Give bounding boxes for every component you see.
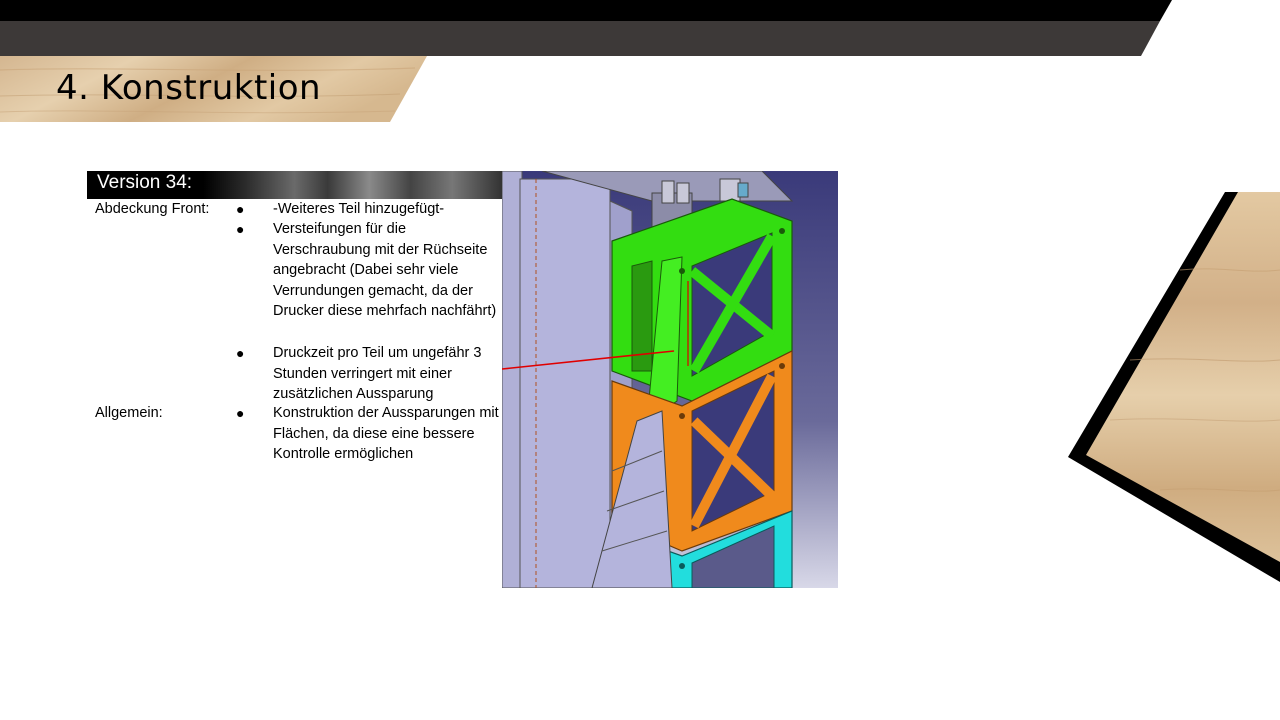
list-item: -Weiteres Teil hinzugefügt-	[273, 201, 445, 217]
cad-model-image	[502, 171, 838, 588]
bullet-dot-icon: ●	[236, 405, 245, 421]
section-label-front: Abdeckung Front:	[95, 201, 210, 217]
bullet-dot-icon: ●	[236, 221, 245, 237]
version-label: Version 34:	[97, 172, 193, 193]
top-banner	[0, 0, 1280, 56]
bullet-dot-icon: ●	[236, 201, 245, 217]
list-item: Versteifungen für die Verschraubung mit der Rüchseite angebracht (Dabei sehr viele Verrundungen gemacht, da der Drucker diese mehrfach nachfährt)	[273, 221, 497, 319]
section-label-general: Allgemein:	[95, 405, 163, 421]
list-item: Konstruktion der Aussparungen mit Flächen, da diese eine bessere Kontrolle ermöglichen	[273, 405, 499, 462]
decorative-wood-panel	[1060, 190, 1280, 590]
bullet-dot-icon: ●	[236, 345, 245, 361]
page-title: 4. Konstruktion	[56, 68, 322, 108]
list-item: Druckzeit pro Teil um ungefähr 3 Stunden verringert mit einer zusätzlichen Aussparung	[273, 345, 482, 402]
